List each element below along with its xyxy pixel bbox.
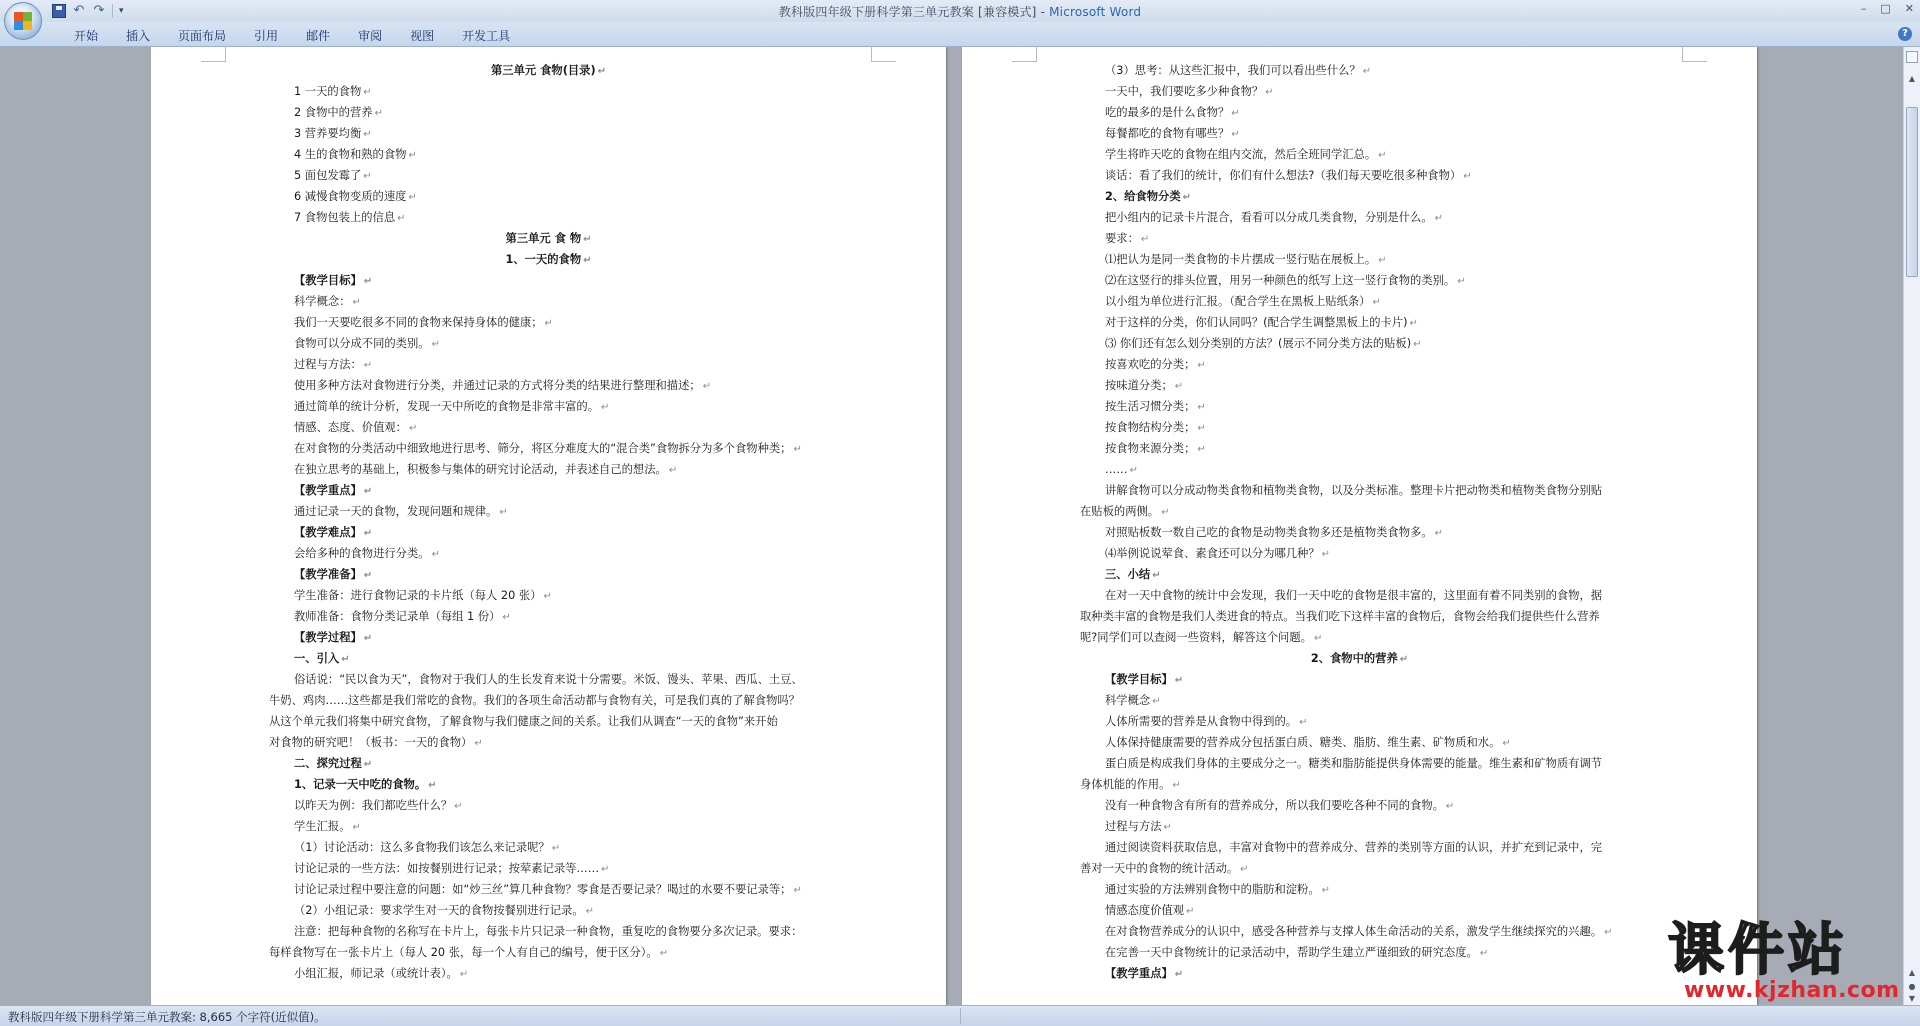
line-text: 讨论记录的一些方法：如按餐别进行记录；按荤素记录等…… bbox=[294, 862, 600, 875]
paragraph-mark-icon: ↵ bbox=[793, 885, 802, 896]
paragraph-mark-icon: ↵ bbox=[1413, 339, 1422, 350]
help-icon[interactable]: ? bbox=[1898, 27, 1912, 41]
document-line bbox=[1105, 294, 1381, 310]
line-text: 【教学目标】 bbox=[1105, 673, 1173, 686]
vertical-scrollbar[interactable] bbox=[1903, 47, 1920, 1005]
line-text: 5 面包发霉了 bbox=[294, 169, 362, 182]
document-title: 教科版四年级下册科学第三单元教案 [兼容模式] - bbox=[778, 5, 1050, 19]
document-line bbox=[1105, 147, 1387, 163]
line-text: 按食物结构分类； bbox=[1105, 421, 1196, 434]
line-text: 2、食物中的营养 bbox=[1310, 652, 1398, 665]
document-line bbox=[269, 714, 778, 729]
line-text: （3）思考：从这些汇报中，我们可以看出些什么？ bbox=[1105, 64, 1361, 77]
line-text: 食物可以分成不同的类别。 bbox=[294, 337, 430, 350]
line-text: 吃的最多的是什么食物？ bbox=[1105, 106, 1230, 119]
office-button[interactable] bbox=[4, 2, 42, 40]
document-line bbox=[1105, 903, 1194, 919]
line-text: 俗话说：“民以食为天”，食物对于我们人的生长发育来说十分需要。米饭、馒头、苹果、西瓜、土豆、 bbox=[294, 673, 803, 686]
line-text: 通过记录一天的食物，发现问题和规律。 bbox=[294, 505, 498, 518]
paragraph-mark-icon: ↵ bbox=[363, 171, 372, 182]
line-text: 2 食物中的营养 bbox=[294, 106, 373, 119]
document-line bbox=[269, 945, 668, 961]
line-text: 学生汇报。 bbox=[294, 820, 351, 833]
status-divider bbox=[960, 1008, 961, 1024]
paragraph-mark-icon: ↵ bbox=[363, 759, 373, 770]
line-text: 使用多种方法对食物进行分类，并通过记录的方式将分类的结果进行整理和描述； bbox=[294, 379, 701, 392]
document-line bbox=[1105, 378, 1183, 394]
paragraph-mark-icon: ↵ bbox=[1479, 948, 1489, 959]
paragraph-mark-icon: ↵ bbox=[1434, 213, 1444, 224]
line-text: 人体所需要的营养是从食物中得到的。 bbox=[1105, 715, 1298, 728]
paragraph-mark-icon: ↵ bbox=[363, 276, 373, 287]
document-line bbox=[1105, 84, 1274, 100]
document-line bbox=[1105, 756, 1602, 771]
scrollbar-thumb[interactable] bbox=[1906, 107, 1918, 277]
document-page-left[interactable] bbox=[151, 47, 946, 1005]
document-line bbox=[294, 294, 361, 310]
line-text: 2、给食物分类 bbox=[1105, 190, 1181, 203]
line-text: 在完善一天中食物统计的记录活动中，帮助学生建立严谨细致的研究态度。 bbox=[1105, 946, 1478, 959]
paragraph-mark-icon: ↵ bbox=[583, 234, 592, 245]
paragraph-mark-icon: ↵ bbox=[1231, 129, 1240, 140]
paragraph-mark-icon: ↵ bbox=[352, 822, 361, 833]
document-line bbox=[1105, 546, 1330, 562]
line-text: 以小组为单位进行汇报。（配合学生在黑板上贴纸条） bbox=[1105, 295, 1371, 308]
paragraph-mark-icon: ↵ bbox=[502, 612, 511, 623]
document-line bbox=[294, 903, 594, 919]
document-line bbox=[294, 315, 553, 331]
crop-mark bbox=[201, 47, 226, 62]
document-line bbox=[294, 966, 468, 982]
paragraph-mark-icon: ↵ bbox=[659, 948, 669, 959]
title-bar bbox=[0, 0, 1920, 22]
document-line bbox=[269, 693, 800, 708]
crop-mark bbox=[1012, 47, 1037, 62]
line-text: ⑷举例说说荤食、素食还可以分为哪几种？ bbox=[1105, 547, 1320, 560]
line-text: 科学概念 bbox=[1105, 694, 1151, 707]
paragraph-mark-icon: ↵ bbox=[1174, 675, 1184, 686]
paragraph-mark-icon: ↵ bbox=[1197, 360, 1206, 371]
document-line bbox=[1105, 357, 1206, 373]
document-line bbox=[294, 651, 350, 667]
paragraph-mark-icon: ↵ bbox=[1174, 969, 1184, 980]
paragraph-mark-icon: ↵ bbox=[601, 864, 610, 875]
paragraph-mark-icon: ↵ bbox=[428, 780, 437, 791]
document-line bbox=[294, 483, 372, 499]
paragraph-mark-icon: ↵ bbox=[544, 318, 553, 329]
document-line bbox=[294, 924, 802, 939]
paragraph-mark-icon: ↵ bbox=[363, 633, 373, 644]
document-line bbox=[251, 252, 846, 268]
paragraph-mark-icon: ↵ bbox=[1240, 864, 1249, 875]
line-text: 会给多种的食物进行分类。 bbox=[294, 547, 430, 560]
line-text: 在贴板的两侧。 bbox=[1080, 505, 1160, 518]
minimize-button[interactable]: – bbox=[1860, 2, 1867, 15]
line-text: ⑶ 你们还有怎么划分类别的方法？(展示不同分类方法的贴板) bbox=[1105, 337, 1412, 350]
document-line bbox=[1105, 231, 1149, 247]
paragraph-mark-icon: ↵ bbox=[341, 654, 350, 665]
document-line bbox=[1105, 882, 1330, 898]
paragraph-mark-icon: ↵ bbox=[363, 528, 373, 539]
paragraph-mark-icon: ↵ bbox=[1172, 780, 1181, 791]
ribbon-tab[interactable]: 页面布局 bbox=[178, 29, 227, 43]
paragraph-mark-icon: ↵ bbox=[585, 906, 595, 917]
document-line bbox=[294, 378, 711, 394]
line-text: 按味道分类； bbox=[1105, 379, 1173, 392]
paragraph-mark-icon: ↵ bbox=[1163, 822, 1172, 833]
paragraph-mark-icon: ↵ bbox=[1457, 276, 1466, 287]
paragraph-mark-icon: ↵ bbox=[1129, 465, 1138, 476]
paragraph-mark-icon: ↵ bbox=[1378, 150, 1387, 161]
paragraph-mark-icon: ↵ bbox=[1378, 255, 1387, 266]
paragraph-mark-icon: ↵ bbox=[431, 339, 440, 350]
line-text: 二、探究过程 bbox=[294, 757, 362, 770]
document-line bbox=[294, 672, 803, 687]
paragraph-mark-icon: ↵ bbox=[1362, 66, 1372, 77]
document-line bbox=[1105, 714, 1307, 730]
document-line bbox=[1105, 315, 1418, 331]
document-line bbox=[294, 357, 372, 373]
line-text: 一天中，我们要吃多少种食物？ bbox=[1105, 85, 1264, 98]
select-browse-object-icon[interactable]: ● bbox=[1908, 982, 1916, 991]
paragraph-mark-icon: ↵ bbox=[1299, 717, 1308, 728]
document-line bbox=[294, 189, 417, 205]
line-text: ⑵在这竖行的排头位置，用另一种颜色的纸写上这一竖行食物的类别。 bbox=[1105, 274, 1456, 287]
paragraph-mark-icon: ↵ bbox=[459, 969, 469, 980]
redo-icon[interactable]: ↷ bbox=[93, 3, 105, 18]
line-text: 牛奶、鸡肉……这些都是我们常吃的食物。我们的各项生命活动都与食物有关，可是我们真的了解食物吗？ bbox=[269, 694, 800, 707]
line-text: 通过实验的方法辨别食物中的脂肪和淀粉。 bbox=[1105, 883, 1320, 896]
previous-page-icon[interactable]: ▲ bbox=[1908, 968, 1916, 977]
document-line bbox=[1105, 735, 1511, 751]
paragraph-mark-icon: ↵ bbox=[1313, 633, 1323, 644]
crop-mark bbox=[1682, 47, 1707, 62]
paragraph-mark-icon: ↵ bbox=[1409, 318, 1418, 329]
line-text: 我们一天要吃很多不同的食物来保持身体的健康； bbox=[294, 316, 543, 329]
paragraph-mark-icon: ↵ bbox=[1321, 549, 1331, 560]
line-text: 【教学重点】 bbox=[294, 484, 362, 497]
line-text: 【教学准备】 bbox=[294, 568, 362, 581]
line-text: 【教学目标】 bbox=[294, 274, 362, 287]
line-text: 在独立思考的基础上，积极参与集体的研究讨论活动，并表述自己的想法。 bbox=[294, 463, 667, 476]
line-text: （2）小组记录：要求学生对一天的食物按餐别进行记录。 bbox=[294, 904, 584, 917]
line-text: 讨论记录过程中要注意的问题：如“炒三丝”算几种食物？零食是否要记录？喝过的水要不要记录等； bbox=[294, 883, 792, 896]
paragraph-mark-icon: ↵ bbox=[1231, 108, 1240, 119]
document-line bbox=[294, 504, 508, 520]
line-text: 身体机能的作用。 bbox=[1080, 778, 1171, 791]
document-line bbox=[1105, 924, 1612, 940]
paragraph-mark-icon: ↵ bbox=[1604, 927, 1613, 938]
document-line bbox=[1105, 168, 1472, 184]
watermark-url-text: www.kjzhan.com bbox=[1684, 978, 1900, 1003]
line-text: 讲解食物可以分成动物类食物和植物类食物，以及分类标准。整理卡片把动物类和植物类食物分别贴 bbox=[1105, 484, 1603, 497]
paragraph-mark-icon: ↵ bbox=[1186, 906, 1195, 917]
line-text: 小组汇报，师记录（或统计表）。 bbox=[294, 967, 458, 980]
paragraph-mark-icon: ↵ bbox=[1197, 423, 1206, 434]
ribbon-tab[interactable]: 插入 bbox=[126, 29, 151, 43]
document-line bbox=[1062, 651, 1657, 667]
document-line bbox=[294, 567, 372, 583]
ribbon-tab[interactable]: 视图 bbox=[410, 29, 435, 43]
line-text: 在对食物的分类活动中细致地进行思考、筛分，将区分难度大的“混合类”食物拆分为多个食物种类； bbox=[294, 442, 792, 455]
document-line bbox=[294, 420, 417, 436]
line-text: 每餐都吃的食物有哪些？ bbox=[1105, 127, 1230, 140]
word-count-status[interactable]: 教科版四年级下册科学第三单元教案: 8,665 个字符(近似值)。 bbox=[8, 1010, 326, 1024]
paragraph-mark-icon: ↵ bbox=[363, 486, 373, 497]
line-text: 对食物的研究吧！（板书：一天的食物） bbox=[269, 736, 473, 749]
document-line bbox=[1105, 693, 1161, 709]
app-name: Microsoft Word bbox=[1049, 5, 1142, 19]
document-line bbox=[1105, 798, 1454, 814]
paragraph-mark-icon: ↵ bbox=[1434, 528, 1444, 539]
line-text: 第三单元 食物(目录) bbox=[490, 64, 596, 77]
document-line bbox=[294, 798, 463, 814]
document-line bbox=[1105, 840, 1602, 855]
qat-customize-icon[interactable]: ▾ bbox=[119, 6, 124, 16]
line-text: 注意：把每种食物的名称写在卡片上，每张卡片只记录一种食物，重复吃的食物要分多次记录。要求： bbox=[294, 925, 803, 938]
line-text: 过程与方法： bbox=[294, 358, 362, 371]
line-text: 情感、态度、价值观： bbox=[294, 421, 407, 434]
document-line bbox=[294, 84, 372, 100]
document-line bbox=[1105, 441, 1206, 457]
paragraph-mark-icon: ↵ bbox=[431, 549, 440, 560]
ribbon-tab[interactable]: 审阅 bbox=[358, 29, 383, 43]
line-text: 人体保持健康需要的营养成分包括蛋白质、糖类、脂肪、维生素、矿物质和水。 bbox=[1105, 736, 1501, 749]
document-area[interactable] bbox=[0, 47, 1904, 1005]
paragraph-mark-icon: ↵ bbox=[1182, 192, 1192, 203]
line-text: 三、小结 bbox=[1105, 568, 1151, 581]
document-line bbox=[1105, 399, 1206, 415]
document-line bbox=[294, 399, 609, 415]
close-button[interactable]: ✕ bbox=[1904, 2, 1914, 15]
line-text: 1、记录一天中吃的食物。 bbox=[294, 778, 427, 791]
paragraph-mark-icon: ↵ bbox=[1321, 885, 1331, 896]
document-line bbox=[294, 777, 437, 793]
document-line bbox=[294, 861, 609, 877]
line-text: 善对一天中的食物的统计活动。 bbox=[1080, 862, 1239, 875]
line-text: 取种类丰富的食物是我们人类进食的特点。当我们吃下这样丰富的食物后，食物会给我们提供些什么营养 bbox=[1080, 610, 1600, 623]
line-text: 6 减慢食物变质的速度 bbox=[294, 190, 407, 203]
paragraph-mark-icon: ↵ bbox=[1502, 738, 1511, 749]
site-watermark-logo bbox=[1668, 920, 1908, 1002]
document-line bbox=[1105, 483, 1602, 498]
document-line bbox=[294, 882, 802, 898]
document-line bbox=[294, 105, 383, 121]
document-line bbox=[1105, 945, 1488, 961]
ribbon-tab[interactable]: 开始 bbox=[74, 29, 99, 43]
document-line bbox=[294, 126, 372, 142]
document-line bbox=[1105, 420, 1206, 436]
line-text: 在对食物营养成分的认识中，感受各种营养与支撑人体生命活动的关系，激发学生继续探究的兴趣。 bbox=[1105, 925, 1603, 938]
document-line bbox=[269, 735, 483, 751]
line-text: 每样食物写在一张卡片上（每人 20 张，每一个人有自己的编号，便于区分）。 bbox=[269, 946, 658, 959]
paragraph-mark-icon: ↵ bbox=[1265, 87, 1274, 98]
line-text: 蛋白质是构成我们身体的主要成分之一。糖类和脂肪能提供身体需要的能量。维生素和矿物质有调节 bbox=[1105, 757, 1603, 770]
maximize-button[interactable]: □ bbox=[1880, 2, 1891, 15]
line-text: 【教学过程】 bbox=[294, 631, 362, 644]
line-text: 【教学难点】 bbox=[294, 526, 362, 539]
document-line bbox=[1105, 126, 1240, 142]
window-title bbox=[0, 3, 1920, 20]
document-line bbox=[294, 756, 372, 772]
paragraph-mark-icon: ↵ bbox=[793, 444, 802, 455]
document-line bbox=[1105, 273, 1466, 289]
line-text: 对照贴板数一数自己吃的食物是动物类食物多还是植物类食物多。 bbox=[1105, 526, 1433, 539]
paragraph-mark-icon: ↵ bbox=[1161, 507, 1170, 518]
paragraph-mark-icon: ↵ bbox=[1152, 696, 1161, 707]
document-line bbox=[1105, 105, 1240, 121]
ribbon-tab[interactable]: 邮件 bbox=[306, 29, 331, 43]
ribbon-tab[interactable]: 开发工具 bbox=[462, 29, 511, 43]
line-text: 1 一天的食物 bbox=[294, 85, 362, 98]
document-line bbox=[294, 630, 372, 646]
document-line bbox=[1080, 630, 1322, 646]
line-text: 【教学重点】 bbox=[1105, 967, 1173, 980]
line-text: 从这个单元我们将集中研究食物，了解食物与我们健康之间的关系。让我们从调查“一天的食物”来开始 bbox=[269, 715, 778, 728]
line-text: 呢?同学们可以查阅一些资料，解答这个问题。 bbox=[1080, 631, 1312, 644]
document-line bbox=[1080, 504, 1169, 520]
document-line bbox=[294, 819, 361, 835]
document-line bbox=[294, 840, 560, 856]
document-line bbox=[294, 210, 406, 226]
document-line bbox=[1105, 819, 1172, 835]
paragraph-mark-icon: ↵ bbox=[499, 507, 508, 518]
paragraph-mark-icon: ↵ bbox=[363, 87, 372, 98]
document-line bbox=[294, 462, 677, 478]
document-line bbox=[294, 525, 372, 541]
paragraph-mark-icon: ↵ bbox=[352, 297, 361, 308]
line-text: 1、一天的食物 bbox=[505, 253, 582, 266]
line-text: 通过阅读资料获取信息，丰富对食物中的营养成分、营养的类别等方面的认识，并扩充到记录中，完 bbox=[1105, 841, 1603, 854]
paragraph-mark-icon: ↵ bbox=[363, 570, 373, 581]
document-line bbox=[1105, 252, 1387, 268]
line-text: 把小组内的记录卡片混合，看看可以分成几类食物，分别是什么。 bbox=[1105, 211, 1433, 224]
paragraph-mark-icon: ↵ bbox=[551, 843, 561, 854]
paragraph-mark-icon: ↵ bbox=[1463, 171, 1472, 182]
document-line bbox=[1105, 63, 1371, 79]
paragraph-mark-icon: ↵ bbox=[1399, 654, 1409, 665]
crop-mark bbox=[871, 47, 896, 62]
line-text: 7 食物包装上的信息 bbox=[294, 211, 396, 224]
line-text: 没有一种食物含有所有的营养成分，所以我们要吃各种不同的食物。 bbox=[1105, 799, 1444, 812]
paragraph-mark-icon: ↵ bbox=[543, 591, 552, 602]
line-text: 按喜欢吃的分类； bbox=[1105, 358, 1196, 371]
line-text: 学生将昨天吃的食物在组内交流，然后全班同学汇总。 bbox=[1105, 148, 1377, 161]
paragraph-mark-icon: ↵ bbox=[601, 402, 610, 413]
line-text: 科学概念： bbox=[294, 295, 351, 308]
document-line bbox=[1080, 861, 1249, 877]
next-page-icon[interactable]: ▼ bbox=[1908, 994, 1916, 1003]
document-page-right[interactable] bbox=[962, 47, 1757, 1005]
undo-icon[interactable]: ↶ bbox=[73, 3, 85, 18]
line-text: 教师准备：食物分类记录单（每组 1 份） bbox=[294, 610, 501, 623]
paragraph-mark-icon: ↵ bbox=[1197, 444, 1206, 455]
line-text: 过程与方法 bbox=[1105, 820, 1162, 833]
ribbon-tabs bbox=[60, 27, 524, 44]
paragraph-mark-icon: ↵ bbox=[1152, 570, 1161, 581]
line-text: 以昨天为例：我们都吃些什么？ bbox=[294, 799, 453, 812]
document-line bbox=[1105, 567, 1161, 583]
ribbon-tab[interactable]: 引用 bbox=[254, 29, 279, 43]
document-line bbox=[1105, 336, 1422, 352]
document-line bbox=[1105, 966, 1183, 982]
paragraph-mark-icon: ↵ bbox=[702, 381, 712, 392]
document-line bbox=[1105, 210, 1443, 226]
paragraph-mark-icon: ↵ bbox=[1372, 297, 1381, 308]
paragraph-mark-icon: ↵ bbox=[408, 423, 418, 434]
paragraph-mark-icon: ↵ bbox=[1174, 381, 1184, 392]
line-text: 第三单元 食 物 bbox=[505, 232, 582, 245]
window-controls bbox=[1861, 2, 1914, 15]
paragraph-mark-icon: ↵ bbox=[408, 192, 417, 203]
line-text: 谈话：看了我们的统计，你们有什么想法?（我们每天要吃很多种食物） bbox=[1105, 169, 1462, 182]
line-text: 通过简单的统计分析，发现一天中所吃的食物是非常丰富的。 bbox=[294, 400, 600, 413]
paragraph-mark-icon: ↵ bbox=[597, 66, 607, 77]
paragraph-mark-icon: ↵ bbox=[1197, 402, 1206, 413]
status-bar bbox=[0, 1005, 1920, 1026]
paragraph-mark-icon: ↵ bbox=[363, 129, 372, 140]
paragraph-mark-icon: ↵ bbox=[374, 108, 383, 119]
paragraph-mark-icon: ↵ bbox=[1445, 801, 1455, 812]
line-text: 3 营养要均衡 bbox=[294, 127, 362, 140]
document-line bbox=[1105, 672, 1183, 688]
document-line bbox=[294, 336, 440, 352]
document-line bbox=[1105, 588, 1602, 603]
document-line bbox=[294, 546, 440, 562]
line-text: 按生活习惯分类； bbox=[1105, 400, 1196, 413]
line-text: 在对一天中食物的统计中会发现，我们一天中吃的食物是很丰富的，这里面有着不同类别的食物，据 bbox=[1105, 589, 1603, 602]
document-line bbox=[1080, 777, 1181, 793]
document-line bbox=[294, 168, 372, 184]
line-text: （1）讨论活动：这么多食物我们该怎么来记录呢？ bbox=[294, 841, 550, 854]
paragraph-mark-icon: ↵ bbox=[474, 738, 483, 749]
watermark-cn-text: 课件站 bbox=[1668, 918, 1848, 983]
paragraph-mark-icon: ↵ bbox=[397, 213, 406, 224]
ribbon-tab-bar bbox=[0, 22, 1920, 47]
line-text: ⑴把认为是同一类食物的卡片摆成一竖行贴在展板上。 bbox=[1105, 253, 1377, 266]
view-ruler-icon[interactable] bbox=[1906, 51, 1918, 63]
line-text: 情感态度价值观 bbox=[1105, 904, 1185, 917]
line-text: 对于这样的分类，你们认同吗？(配合学生调整黑板上的卡片) bbox=[1105, 316, 1408, 329]
line-text: …… bbox=[1105, 463, 1128, 476]
office-logo-icon bbox=[14, 12, 32, 30]
document-line bbox=[294, 147, 417, 163]
paragraph-mark-icon: ↵ bbox=[583, 255, 592, 266]
paragraph-mark-icon: ↵ bbox=[363, 360, 373, 371]
paragraph-mark-icon: ↵ bbox=[668, 465, 678, 476]
line-text: 学生准备：进行食物记录的卡片纸（每人 20 张） bbox=[294, 589, 542, 602]
document-line bbox=[1105, 525, 1443, 541]
paragraph-mark-icon: ↵ bbox=[454, 801, 463, 812]
line-text: 按食物来源分类； bbox=[1105, 442, 1196, 455]
line-text: 一、引入 bbox=[294, 652, 340, 665]
document-line bbox=[294, 441, 802, 457]
document-line bbox=[294, 609, 511, 625]
paragraph-mark-icon: ↵ bbox=[408, 150, 417, 161]
document-line bbox=[294, 588, 552, 604]
document-line bbox=[1105, 189, 1191, 205]
paragraph-mark-icon: ↵ bbox=[1140, 234, 1150, 245]
document-line bbox=[1105, 462, 1138, 478]
document-line bbox=[251, 231, 846, 247]
document-line bbox=[251, 63, 846, 79]
document-line bbox=[294, 273, 372, 289]
scroll-up-icon[interactable]: ▲ bbox=[1908, 74, 1916, 83]
line-text: 要求： bbox=[1105, 232, 1139, 245]
line-text: 4 生的食物和熟的食物 bbox=[294, 148, 407, 161]
document-line bbox=[1080, 609, 1600, 624]
